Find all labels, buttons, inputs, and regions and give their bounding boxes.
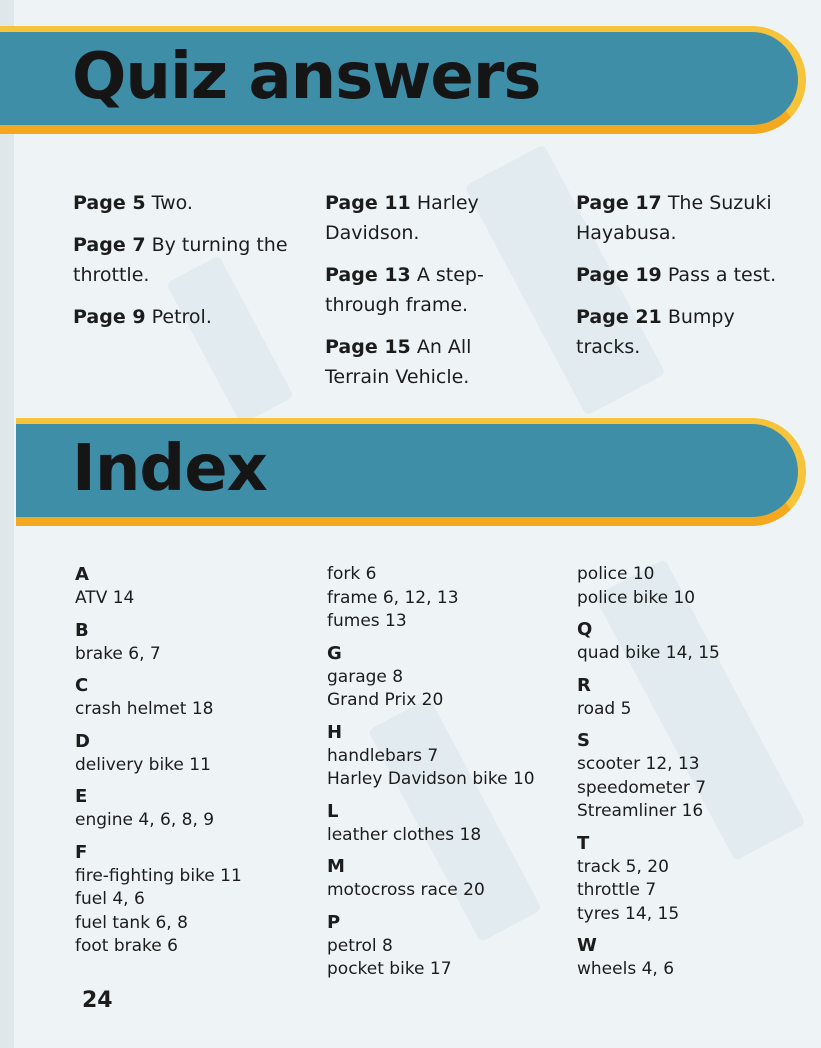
index-entry: engine 4, 6, 8, 9 bbox=[75, 810, 215, 830]
index-entry: brake 6, 7 bbox=[75, 643, 161, 664]
quiz-answer-text: A step-through frame. bbox=[325, 264, 484, 316]
index-entry: speedometer 7 bbox=[577, 777, 707, 798]
index-entry: delivery bike 11 bbox=[75, 754, 211, 775]
quiz-answer-text: The Suzuki Hayabusa. bbox=[576, 192, 772, 244]
index-entry: road 5 bbox=[577, 698, 632, 719]
index-entry: pocket bike 17 bbox=[327, 959, 452, 979]
quiz-answer bbox=[576, 260, 804, 290]
quiz-page-label: Page 11 bbox=[325, 192, 411, 214]
index-entry: crash helmet 18 bbox=[75, 699, 214, 719]
index-column-2 bbox=[327, 563, 557, 982]
index-entry: scooter 12, 13 bbox=[577, 754, 700, 774]
index-letter: F bbox=[75, 841, 88, 863]
quiz-answer bbox=[73, 188, 301, 218]
quiz-column-3 bbox=[576, 188, 804, 374]
index-entry: garage 8 bbox=[327, 666, 404, 687]
index-entry: petrol 8 bbox=[327, 935, 393, 956]
index-column-1 bbox=[75, 563, 305, 959]
index-entry: frame 6, 12, 13 bbox=[327, 587, 459, 608]
index-entry: fuel 4, 6 bbox=[75, 889, 145, 909]
index-entry: police bike 10 bbox=[577, 587, 696, 608]
index-entry: handlebars 7 bbox=[327, 745, 439, 766]
quiz-answer-text: An All Terrain Vehicle. bbox=[325, 336, 472, 388]
index-entry: fumes 13 bbox=[327, 611, 407, 631]
index-letter: P bbox=[327, 911, 341, 933]
index-letter: S bbox=[577, 730, 590, 751]
page-gutter bbox=[0, 0, 14, 1048]
index-entry: police 10 bbox=[577, 564, 655, 584]
index-letter: T bbox=[577, 832, 590, 854]
index-entry: leather clothes 18 bbox=[327, 824, 482, 845]
index-entry: ATV 14 bbox=[75, 588, 135, 608]
quiz-answer bbox=[73, 230, 301, 290]
index-entry: foot brake 6 bbox=[75, 936, 178, 956]
index-entry: Streamliner 16 bbox=[577, 801, 704, 821]
index-entry: tyres 14, 15 bbox=[577, 903, 680, 924]
index-letter: H bbox=[327, 721, 343, 743]
index-entry: Grand Prix 20 bbox=[327, 690, 444, 710]
index-title: Index bbox=[72, 432, 267, 506]
index-letter: R bbox=[577, 674, 591, 696]
quiz-answer bbox=[576, 188, 804, 248]
quiz-answer-text: Pass a test. bbox=[667, 264, 777, 286]
index-letter: E bbox=[75, 786, 88, 807]
index-entry: Harley Davidson bike 10 bbox=[327, 769, 535, 789]
index-entry: quad bike 14, 15 bbox=[577, 643, 720, 663]
quiz-answer-text: Harley Davidson. bbox=[325, 192, 479, 244]
quiz-column-2 bbox=[325, 188, 530, 404]
index-letter: B bbox=[75, 619, 89, 641]
index-letter: W bbox=[577, 935, 597, 956]
quiz-answer bbox=[325, 188, 530, 248]
quiz-page-label: Page 15 bbox=[325, 336, 411, 358]
index-entry: wheels 4, 6 bbox=[577, 959, 675, 979]
quiz-page-label: Page 13 bbox=[325, 264, 411, 286]
quiz-answer-text: Two. bbox=[151, 192, 193, 214]
index-column-3 bbox=[577, 563, 807, 982]
page-number: 24 bbox=[82, 988, 113, 1013]
index-letter: Q bbox=[577, 619, 593, 640]
quiz-column-1 bbox=[73, 188, 301, 344]
quiz-answer-text: Petrol. bbox=[151, 306, 212, 328]
quiz-answer-text: Bumpy tracks. bbox=[576, 306, 735, 358]
quiz-page-label: Page 9 bbox=[73, 306, 146, 328]
index-entry: track 5, 20 bbox=[577, 856, 669, 877]
quiz-page-label: Page 19 bbox=[576, 264, 662, 286]
quiz-answer bbox=[325, 260, 530, 320]
index-letter: L bbox=[327, 800, 339, 822]
index-letter: C bbox=[75, 675, 89, 696]
quiz-answer-text: By turning the throttle. bbox=[73, 234, 288, 286]
index-letter: M bbox=[327, 856, 345, 877]
quiz-title: Quiz answers bbox=[72, 40, 541, 114]
quiz-page-label: Page 5 bbox=[73, 192, 146, 214]
quiz-page-label: Page 21 bbox=[576, 306, 662, 328]
quiz-answer bbox=[325, 332, 530, 392]
index-letter: D bbox=[75, 730, 90, 752]
quiz-answer bbox=[73, 302, 301, 332]
index-letter: A bbox=[75, 564, 89, 585]
index-entry: motocross race 20 bbox=[327, 880, 485, 900]
index-letter: G bbox=[327, 642, 342, 664]
quiz-answer bbox=[576, 302, 804, 362]
index-entry: fork 6 bbox=[327, 564, 377, 584]
index-entry: fire-fighting bike 11 bbox=[75, 865, 242, 886]
index-entry: fuel tank 6, 8 bbox=[75, 912, 188, 933]
index-entry: throttle 7 bbox=[577, 880, 657, 900]
quiz-page-label: Page 17 bbox=[576, 192, 662, 214]
quiz-page-label: Page 7 bbox=[73, 234, 146, 256]
